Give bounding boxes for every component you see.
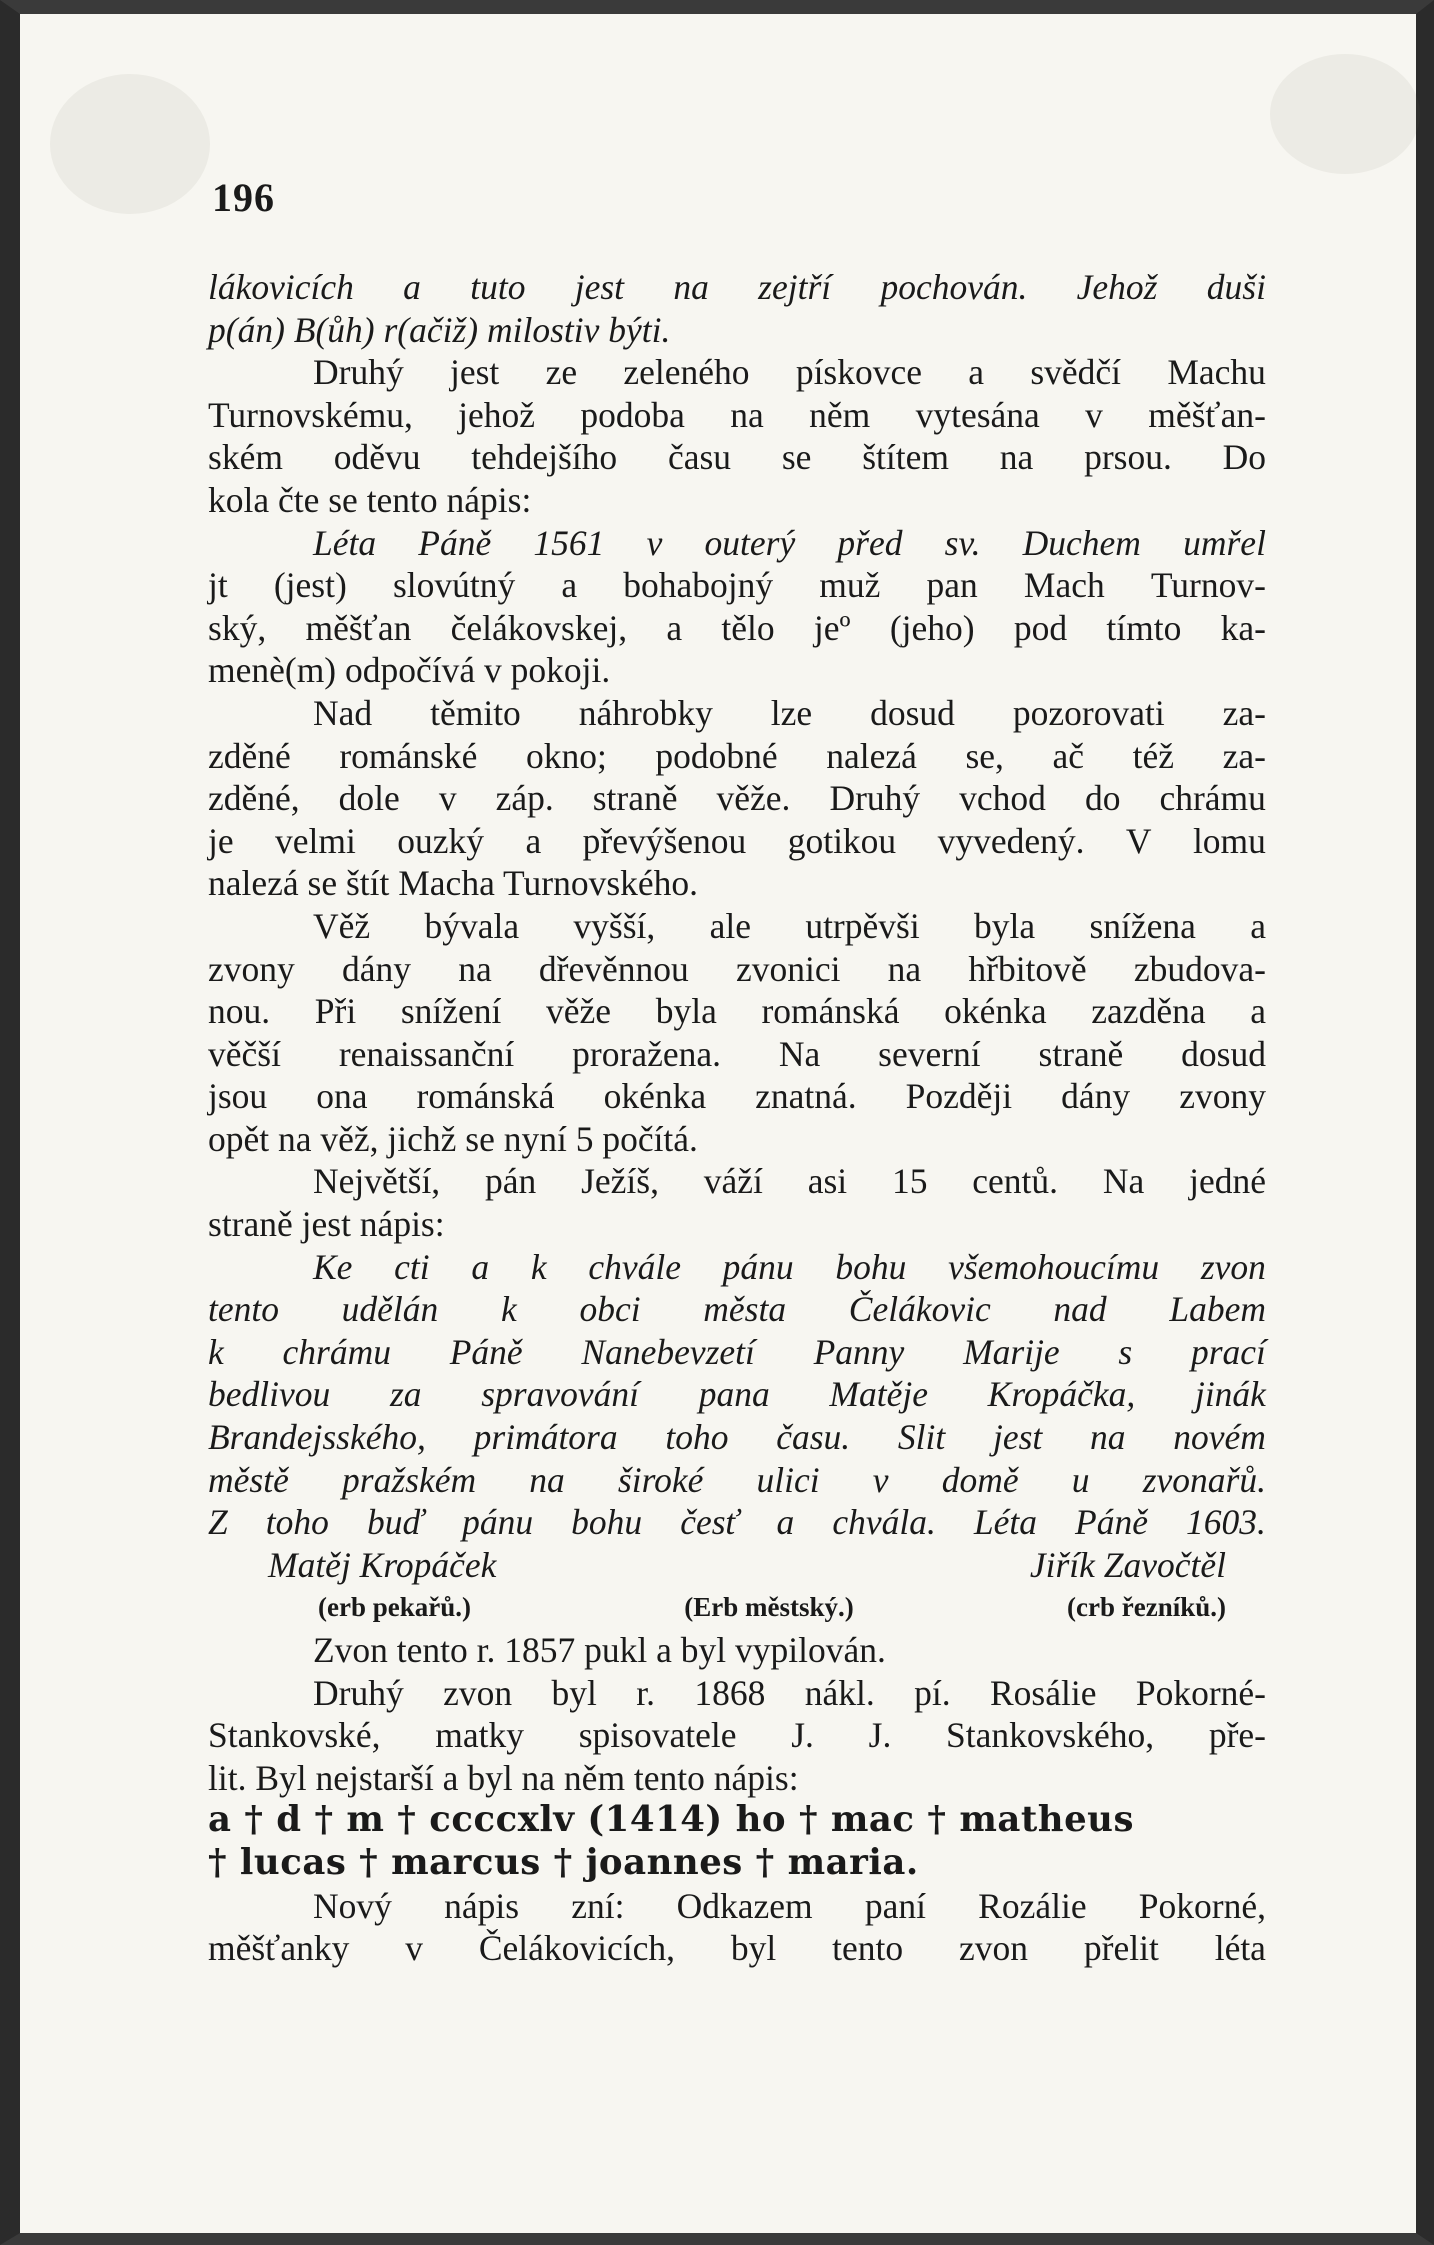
label-right: (crb řezníků.) [1067,1592,1226,1623]
text-line: zděné románské okno; podobné nalezá se, ač též za- [208,735,1266,776]
text-line: Z toho buď pánu bohu česť a chvála. Léta Páně 1603. [208,1502,1266,1543]
text-line: Ke cti a k chvále pánu bohu všemohoucímu zvon [313,1246,1266,1287]
text-block-main [208,266,1266,1544]
text-line: nalezá se štít Macha Turnovského. [208,863,699,904]
text-line: straně jest nápis: [208,1204,445,1245]
text-line: kola čte se tento nápis: [208,479,532,520]
text-line: Druhý zvon byl r. 1868 nákl. pí. Rosálie Pokorné- [313,1672,1266,1713]
text-line: lákovicích a tuto jest na zejtří pochován. Jehož duši [208,267,1266,307]
text-line: jt (jest) slovútný a bohabojný muž pan Mach Turnov- [208,565,1266,606]
signature-left: Matěj Kropáček [268,1544,497,1585]
text-line: ský, měšťan čelákovskej, a tělo jeº (jeho) pod tímto ka- [208,607,1266,648]
text-line: zvony dány na dřevěnnou zvonici na hřbitově zbudova- [208,948,1266,989]
text-line: měšťanky v Čelákovicích, byl tento zvon přelit léta [208,1928,1266,1969]
text-line: Nad těmito náhrobky lze dosud pozorovati za- [313,692,1266,733]
text-line: k chrámu Páně Nanebevzetí Panny Marije s prací [208,1331,1266,1372]
text-line: opět na věž, jichž se nyní 5 počítá. [208,1118,698,1159]
text-line: ském oděvu tehdejšího času se štítem na prsou. Do [208,437,1266,478]
text-line: menè(m) odpočívá v pokoji. [208,650,611,691]
label-left: (erb pekařů.) [318,1592,471,1623]
text-line: zděné, dole v záp. straně věže. Druhý vchod do chrámu [208,778,1266,819]
paper-stain [1270,54,1420,174]
signature-labels [208,1586,1266,1629]
text-line: tento udělán k obci města Čelákovic nad Labem [208,1289,1266,1330]
paper-stain [50,74,210,214]
body-text [208,266,1266,1970]
text-line: nou. Při snížení věže byla románská okénka zazděna a [208,991,1266,1032]
text-line: Věž bývala vyšší, ale utrpěvši byla snížena a [313,905,1266,946]
page-number: 196 [212,175,275,220]
text-line: je velmi ouzký a převýšenou gotikou vyvedený. V lomu [208,820,1266,861]
gothic-line: † lucas † marcus † joannes † maria. [208,1841,919,1883]
text-line: p(án) B(ůh) r(ačiž) milostiv býti. [208,309,671,350]
text-line: městě pražském na široké ulici v domě u zvonařů. [208,1459,1266,1500]
text-line: Nový nápis zní: Odkazem paní Rozálie Pokorné, [313,1885,1266,1926]
text-line: Stankovské, matky spisovatele J. J. Stankovského, pře- [208,1715,1266,1756]
text-line: bedlivou za spravování pana Matěje Kropáčka, jinák [208,1374,1266,1415]
text-line: Největší, pán Ježíš, váží asi 15 centů. Na jedné [313,1161,1266,1202]
signature-names [208,1544,1266,1587]
text-line: jsou ona románská okénka znatná. Později dány zvony [208,1076,1266,1117]
text-block-bells [208,1629,1266,1799]
text-line: Léta Páně 1561 v outerý před sv. Duchem umřel [313,522,1266,563]
text-block-new-inscription [208,1885,1266,1970]
text-line: Turnovskému, jehož podoba na něm vytesána v měšťan- [208,394,1266,435]
text-line: Druhý jest ze zeleného pískovce a svědčí Machu [313,352,1266,393]
text-line: Brandejsského, primátora toho času. Slit jest na novém [208,1417,1266,1458]
label-middle: (Erb městský.) [684,1592,854,1623]
gothic-line: a † d † m † ccccxlv (1414) ho † mac † matheus [208,1799,1134,1841]
text-line: lit. Byl nejstarší a byl na něm tento nápis: [208,1757,799,1798]
text-line: věčší renaissanční proražena. Na severní straně dosud [208,1033,1266,1074]
text-line: Zvon tento r. 1857 pukl a byl vypilován. [313,1630,886,1670]
signature-right: Jiřík Zavočtěl [1029,1544,1226,1585]
